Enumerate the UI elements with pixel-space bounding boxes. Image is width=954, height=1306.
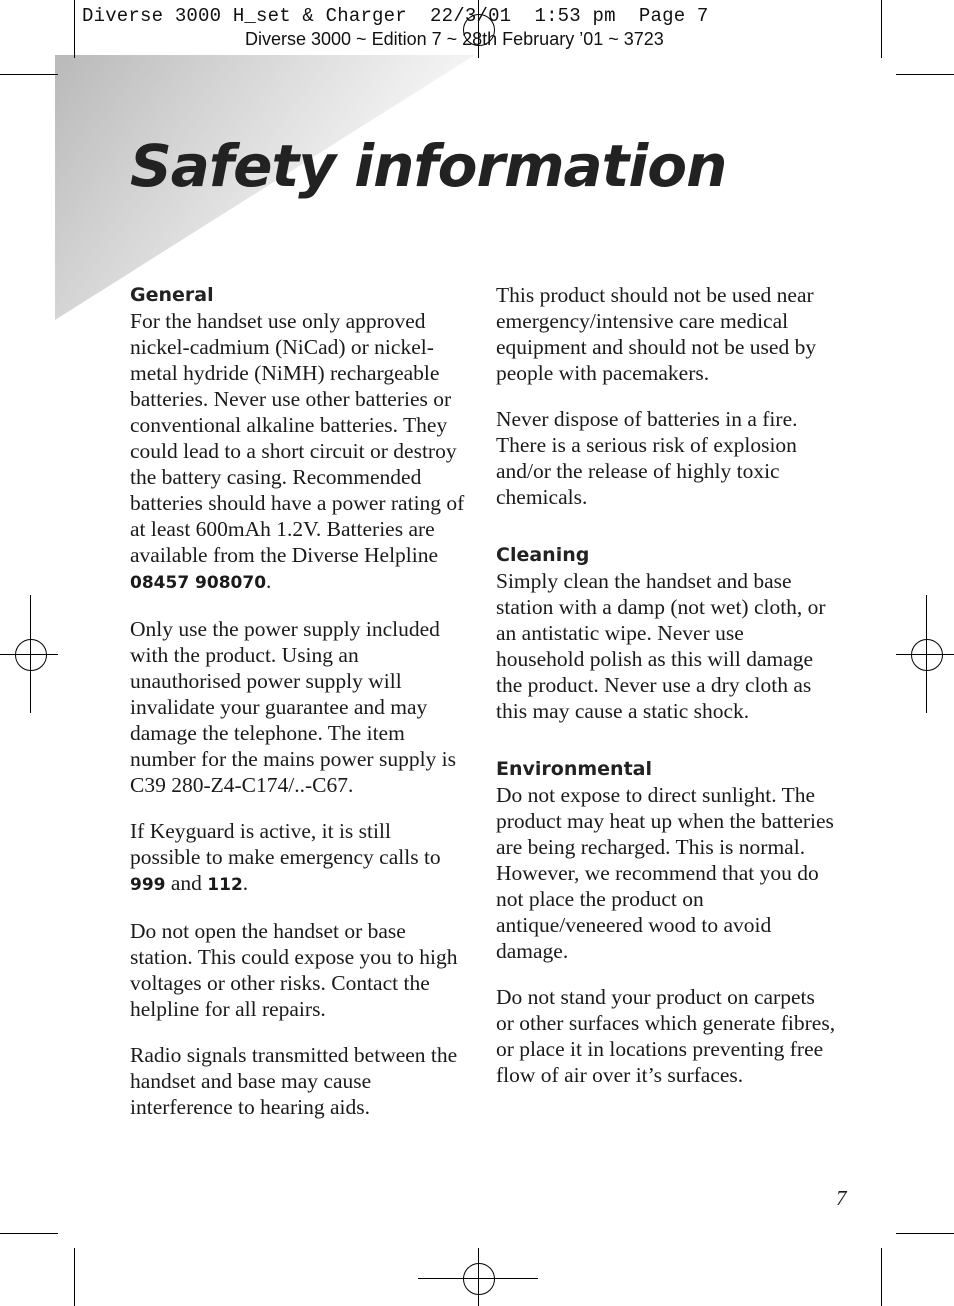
sunlight-paragraph: Do not expose to direct sunlight. The product may heat up when the batteries are being recharged. This is normal. However, we recommend that you do not place the product on antique/veneered wood to avoid damage. (496, 783, 834, 963)
do-not-open-paragraph: Do not open the handset or base station. This could expose you to high voltages or other risks. Contact the helpline for all repairs. (130, 919, 458, 1021)
emergency-number-112: 112 (207, 875, 243, 895)
general-batteries-paragraph: For the handset use only approved nickel-cadmium (NiCad) or nickel-metal hydride (NiMH) rechargeable batteries. Never use other batteries or conventional alkaline batteries. They could lead to a short circuit or destroy the battery casing. Recommended batteries should have a power rating of at least 600mAh 1.2V. Batteries are available from the Diverse Helpline 08457 908070. (130, 309, 465, 593)
print-slug: Diverse 3000 H_set & Charger 22/3/01 1:53 pm Page 7 (82, 5, 709, 27)
page-number: 7 (836, 1186, 847, 1210)
cleaning-heading: Cleaning (496, 544, 590, 566)
general-heading: General (130, 284, 214, 306)
radio-signals-paragraph: Radio signals transmitted between the handset and base may cause interference to hearing aids. (130, 1043, 458, 1119)
crop-mark-tl-v (74, 0, 75, 58)
keyguard-paragraph: If Keyguard is active, it is still possible to make emergency calls to 999 and 112. (130, 819, 441, 895)
crop-mark-tr-v (881, 0, 882, 58)
crop-mark-bl-v (74, 1248, 75, 1306)
emergency-number-999: 999 (130, 875, 166, 895)
reg-mark-left-circle (15, 639, 47, 671)
cleaning-paragraph: Simply clean the handset and base station with a damp (not wet) cloth, or an antistatic wipe. Never use household polish as this will damage the product. Never use a dry cloth as this may cause a static shock. (496, 569, 826, 723)
power-supply-paragraph: Only use the power supply included with the product. Using an unauthorised power supply will invalidate your guarantee and may damage the telephone. The item number for the mains power supply is C39 280-Z4-C174/..-C67. (130, 617, 457, 797)
edition-line: Diverse 3000 ~ Edition 7 ~ 28th February ’01 ~ 3723 (245, 29, 664, 49)
crop-mark-br-h (896, 1233, 954, 1234)
reg-mark-right-circle (911, 639, 943, 671)
crop-mark-bl-h (0, 1233, 58, 1234)
battery-disposal-paragraph: Never dispose of batteries in a fire. There is a serious risk of explosion and/or the release of highly toxic chemicals. (496, 407, 798, 509)
placement-paragraph: Do not stand your product on carpets or other surfaces which generate fibres, or place it in locations preventing free flow of air over it’s surfaces. (496, 985, 836, 1087)
crop-mark-br-v (881, 1248, 882, 1306)
helpline-number: 08457 908070 (130, 573, 267, 593)
environmental-heading: Environmental (496, 758, 652, 780)
left-column (130, 282, 465, 1140)
medical-equipment-paragraph: This product should not be used near emergency/intensive care medical equipment and should not be used by people with pacemakers. (496, 283, 817, 385)
reg-mark-bottom-circle (463, 1263, 495, 1295)
crop-mark-tr-h (896, 74, 954, 75)
page-title: Safety information (130, 132, 727, 200)
right-column (496, 282, 836, 1108)
crop-mark-tl-h (0, 74, 58, 75)
